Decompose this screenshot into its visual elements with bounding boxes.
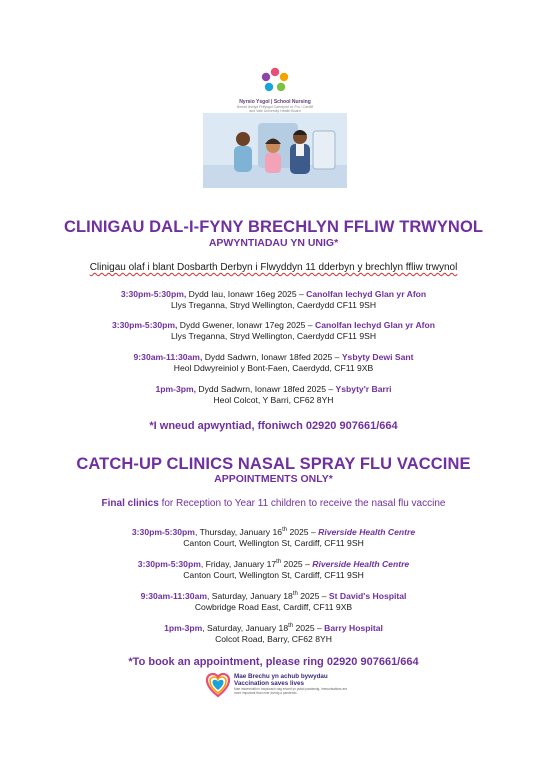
clinic-venue: Riverside Health Centre: [312, 558, 410, 569]
clinic-date-suffix: th: [282, 527, 288, 533]
english-clinic-4: [0, 621, 547, 645]
english-intro-bold: Final clinics: [101, 498, 159, 509]
welsh-booking: *I wneud apwyntiad, ffoniwch 02920 907661/664: [149, 420, 398, 432]
clinic-year: 2025 –: [281, 558, 313, 569]
logo-subtitle: Bwrdd Iechyd Prifysgol Caerdydd a'r Fro / Cardiff and Vale University Health Board: [237, 105, 313, 113]
clinic-time: 9:30am-11:30am: [140, 590, 207, 601]
welsh-clinic-2: [0, 320, 547, 342]
clinic-time: 3:30pm-5:30pm,: [111, 320, 178, 330]
clinic-venue: Canolfan Iechyd Glan yr Afon: [315, 320, 436, 330]
logo-title: Nyrsio Ysgol | School Nursing: [239, 99, 311, 105]
welsh-subtitle: APWYNTIADAU YN UNIG*: [208, 237, 339, 249]
clinic-date: , Saturday, January 18: [202, 622, 289, 633]
clinic-date-suffix: th: [276, 559, 282, 565]
clinic-venue: Ysbyty'r Barri: [335, 384, 392, 394]
english-subtitle: APPOINTMENTS ONLY*: [214, 473, 333, 485]
clinic-date-suffix: th: [292, 591, 298, 597]
clinic-venue: Canolfan Iechyd Glan yr Afon: [306, 289, 427, 299]
flower-logo-icon: [258, 66, 292, 94]
heart-shield-icon: [205, 672, 231, 698]
clinic-date: Dydd Sadwrn, Ionawr 18fed 2025 –: [202, 352, 342, 362]
welsh-intro: [0, 262, 547, 273]
clinic-time: 3:30pm-5:30pm: [131, 526, 195, 537]
footer-welsh-slogan: Mae Brechu yn achub bywydau: [234, 673, 328, 680]
clinic-time: 3:30pm-5:30pm,: [120, 289, 187, 299]
footer-english-slogan: Vaccination saves lives: [234, 680, 305, 687]
clinic-address: Llys Treganna, Stryd Wellington, Caerdydd CF11 9SH: [170, 331, 377, 341]
clinic-date: , Saturday, January 18: [207, 590, 293, 601]
clinic-date: Dydd Iau, Ionawr 16eg 2025 –: [186, 289, 307, 299]
clinic-venue: Riverside Health Centre: [318, 526, 416, 537]
school-nursing-logo: [235, 66, 315, 113]
clinic-time: 9:30am-11:30am,: [133, 352, 203, 362]
english-booking: *To book an appointment, please ring 02920 907661/664: [128, 656, 419, 668]
clinic-address: Canton Court, Wellington St, Cardiff, CF11 9SH: [183, 537, 364, 548]
clinic-time: 1pm-3pm,: [155, 384, 197, 394]
clinic-date-suffix: th: [288, 623, 294, 629]
clinic-address: Colcot Road, Barry, CF62 8YH: [215, 633, 332, 644]
welsh-clinic-3: [0, 352, 547, 374]
clinic-venue: St David's Hospital: [328, 590, 407, 601]
english-title: CATCH-UP CLINICS NASAL SPRAY FLU VACCINE: [76, 455, 471, 473]
clinic-year: 2025 –: [287, 526, 319, 537]
clinic-venue: Ysbyty Dewi Sant: [341, 352, 414, 362]
english-clinic-3: [0, 589, 547, 613]
clinic-address: Llys Treganna, Stryd Wellington, Caerdydd CF11 9SH: [170, 300, 377, 310]
welsh-intro-text: Clinigau olaf i blant Dosbarth Derbyn i Flwyddyn 11 dderbyn y brechlyn ffliw trwynol: [89, 262, 458, 273]
english-intro: [0, 498, 547, 509]
footer-small-print: Mae imiwneiddio'n bwysicach nag erioed yn ystod pandemig. Immunisations are more important than ever during a pandemic.: [234, 687, 348, 695]
clinic-date: , Friday, January 17: [200, 558, 277, 569]
clinic-address: Heol Ddwyreiniol y Bont-Faen, Caerdydd, CF11 9XB: [173, 363, 374, 373]
english-intro-rest: for Reception to Year 11 children to receive the nasal flu vaccine: [158, 498, 446, 509]
welsh-clinic-1: [0, 289, 547, 311]
clinic-venue: Barry Hospital: [324, 622, 383, 633]
welsh-clinic-4: [0, 384, 547, 406]
clinic-address: Cowbridge Road East, Cardiff, CF11 9XB: [194, 601, 353, 612]
nurse-child-illustration: [203, 113, 347, 188]
vaccination-saves-lives-logo: [205, 672, 355, 698]
english-clinic-2: [0, 557, 547, 581]
clinic-address: Canton Court, Wellington St, Cardiff, CF11 9SH: [183, 569, 364, 580]
clinic-address: Heol Colcot, Y Barri, CF62 8YH: [213, 395, 334, 405]
clinic-date: , Thursday, January 16: [194, 526, 283, 537]
clinic-year: 2025 –: [297, 590, 329, 601]
welsh-title: CLINIGAU DAL-I-FYNY BRECHLYN FFLIW TRWYNOL: [63, 218, 484, 236]
clinic-year: 2025 –: [293, 622, 325, 633]
clinic-date: Dydd Sadwrn, Ionawr 18fed 2025 –: [196, 384, 336, 394]
clinic-date: Dydd Gwener, Ionawr 17eg 2025 –: [177, 320, 315, 330]
english-clinic-1: [0, 525, 547, 549]
clinic-time: 1pm-3pm: [164, 622, 203, 633]
clinic-time: 3:30pm-5:30pm: [137, 558, 201, 569]
